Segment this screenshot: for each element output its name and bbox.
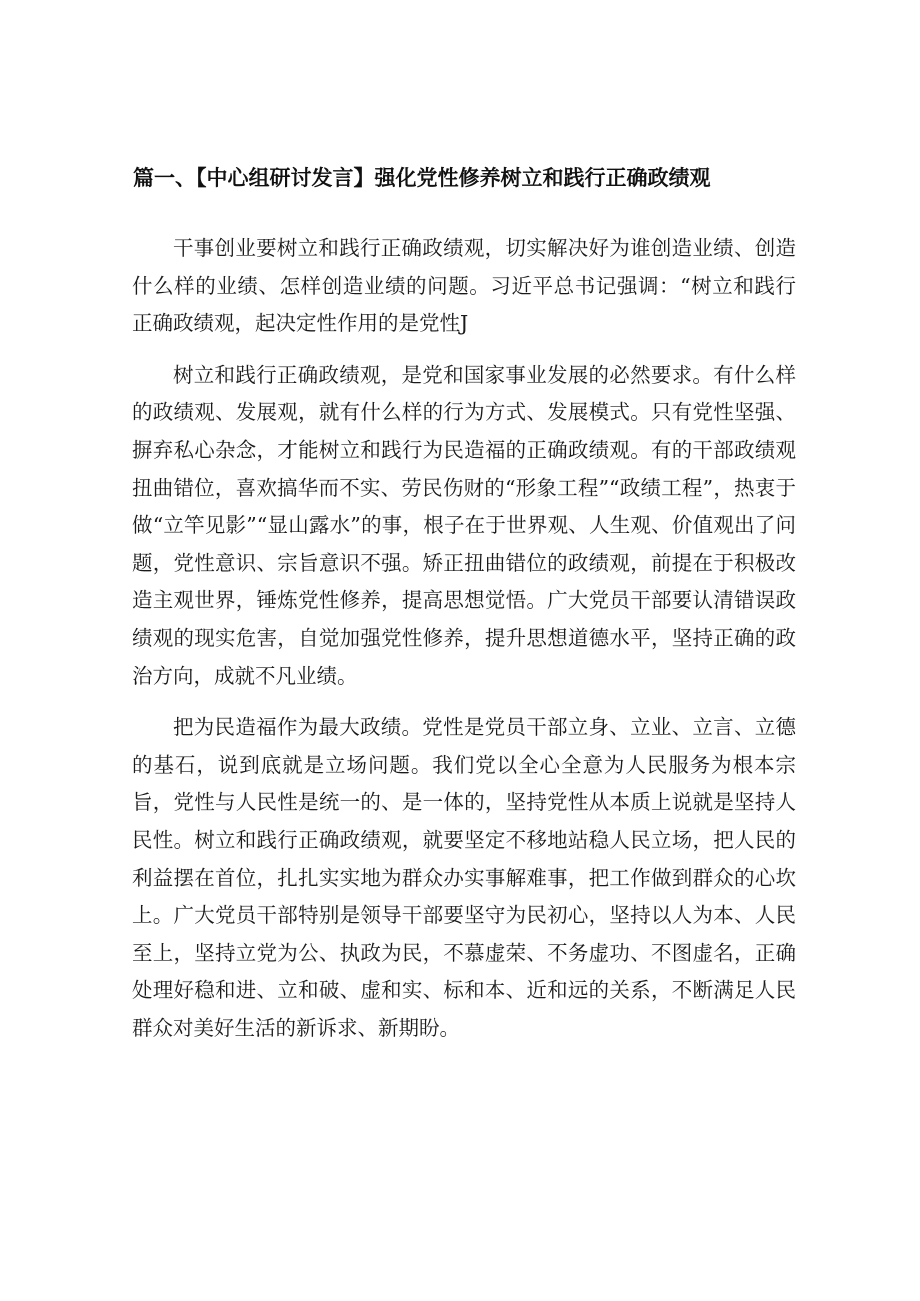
document-body	[132, 230, 796, 1061]
paragraph-correct-view: 树立和践行正确政绩观，是党和国家事业发展的必然要求。有什么样的政绩观、发展观，就有什么样的行为方式、发展模式。只有党性坚强、摒弃私心杂念，才能树立和践行为民造福的正确政绩观。有的干部政绩观扭曲错位，喜欢搞华而不实、劳民伤财的“形象工程”“政绩工程”，热衷于做“立竿见影”“显山露水”的事，根子在于世界观、人生观、价值观出了问题，党性意识、宗旨意识不强。矫正扭曲错位的政绩观，前提在于积极改造主观世界，锤炼党性修养，提高思想觉悟。广大党员干部要认清错误政绩观的现实危害，自觉加强党性修养，提升思想道德水平，坚持正确的政治方向，成就不凡业绩。	[132, 362, 796, 688]
paragraph-people-first: 把为民造福作为最大政绩。党性是党员干部立身、立业、立言、立德的基石，说到底就是立场问题。我们党以全心全意为人民服务为根本宗旨，党性与人民性是统一的、是一体的，坚持党性从本质上说就是坚持人民性。树立和践行正确政绩观，就要坚定不移地站稳人民立场，把人民的利益摆在首位，扎扎实实地为群众办实事解难事，把工作做到群众的心坎上。广大党员干部特别是领导干部要坚守为民初心，坚持以人为本、人民至上，坚持立党为公、执政为民，不慕虚荣、不务虚功、不图虚名，正确处理好稳和进、立和破、虚和实、标和本、近和远的关系，不断满足人民群众对美好生活的新诉求、新期盼。	[132, 715, 796, 1040]
document-title: 篇一、【中心组研讨发言】强化党性修养树立和践行正确政绩观	[133, 166, 711, 190]
paragraph-intro: 干事创业要树立和践行正确政绩观，切实解决好为谁创造业绩、创造什么样的业绩、怎样创造业绩的问题。习近平总书记强调：“树立和践行正确政绩观，起决定性作用的是党性J	[132, 236, 796, 336]
